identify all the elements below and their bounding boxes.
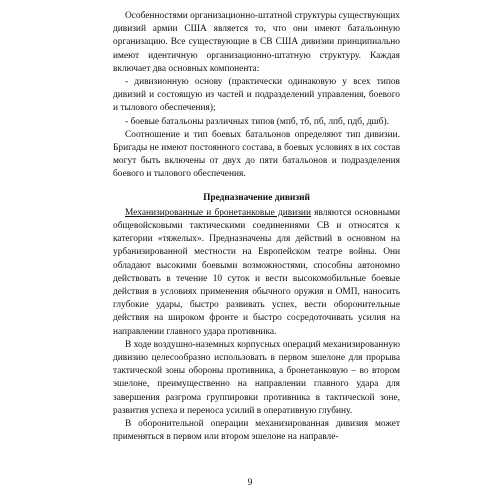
page-number: 9 — [247, 478, 253, 488]
paragraph-airland-operations: В ходе воздушно-наземных корпусных операций механизированную дивизию целесообразно использовать в первом эшелоне для прорыва тактической зоны обороны противника, а бронетанковую – во втором эшелоне, преимущественно на направлении главного удара для завершения разгрома группировки противника в тактической зоне, развития успеха и переноса усилий в оперативную глубину. — [113, 339, 400, 416]
paragraph-battalion-ratio: Соотношение и тип боевых батальонов определяют тип дивизии. Бригады не имеют постоянного состава, в боевых условиях в их состав могут быть включены от двух до пяти батальонов и подразделения боевого и тылового обеспечения. — [113, 129, 400, 180]
section-heading: Предназначение дивизий — [203, 192, 310, 203]
paragraph-division-purpose — [113, 207, 400, 339]
underlined-term: Механизированные и бронетанковые дивизии — [125, 207, 311, 218]
list-item-division-base: - дивизионную основу (практически одинаковую у всех типов дивизий и состоящую из частей и подразделений управления, боевого и тылового обеспечения); — [113, 77, 400, 114]
page-body — [113, 10, 400, 445]
paragraph-division-purpose-text: являются основными общевойсковыми тактическими соединениями СВ и относятся к категории «тяжелых». Предназначены для действий в основном на урбанизированной местности на Европейском театре войны. Они обладают высокими боевыми возможностями, способны автономно действовать в течение 10 суток и вести высокомобильные боевые действия в условиях применения обычного оружия и ОМП, наносить глубокие удары, быстро развивать успех, вести оборонительные действия на широком фронте и быстро сосредоточивать усилия на направлении главного удара противника. — [113, 207, 400, 337]
list-item-combat-battalions: - боевые батальоны различных типов (мпб, тб, пб, лпб, пдб, дшб). — [125, 116, 389, 127]
paragraph-defensive-operation: В оборонительной операции механизированная дивизия может применяться в первом или втором эшелоне на направле- — [113, 419, 400, 443]
paragraph-structure: Особенностями организационно-штатной структуры существующих дивизий армии США является то, что они имеют батальонную организацию. Все существующие в СВ США дивизии принципиально имеют идентичную организационно-штатную структуру. Каждая включает два основных компонента: — [113, 11, 400, 74]
